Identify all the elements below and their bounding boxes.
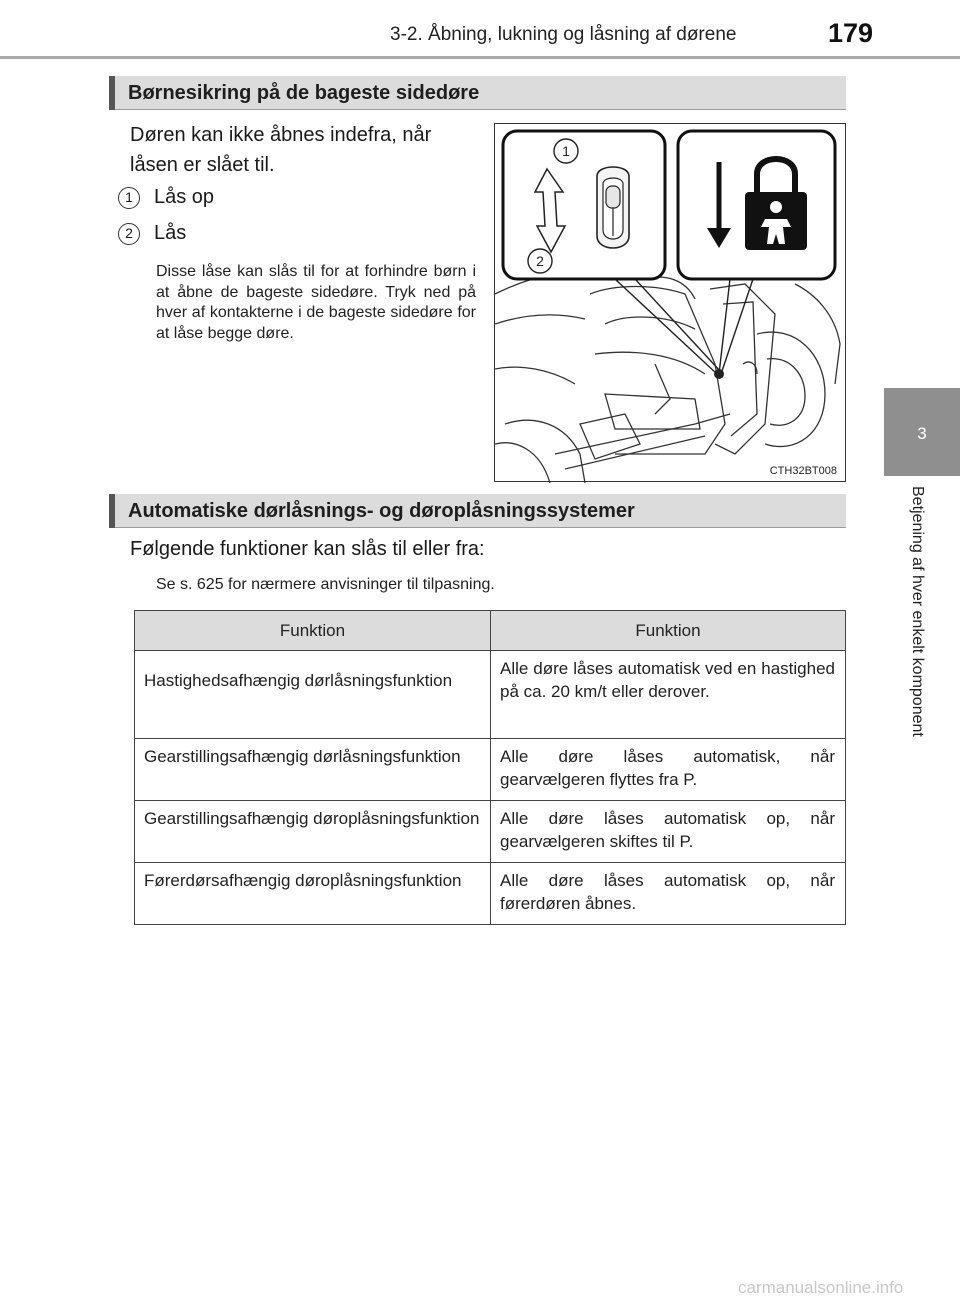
function-name: Hastighedsafhængig dørlåsningsfunktion: [135, 651, 491, 739]
item-label: Lås op: [154, 186, 215, 208]
child-lock-figure: [494, 123, 846, 482]
function-description: Alle døre låses automatisk op, når gearvælgeren skiftes til P.: [491, 801, 846, 863]
car-door-illustration: [495, 124, 847, 483]
chapter-number: 3: [917, 424, 927, 443]
header-section-title: 3-2. Åbning, lukning og låsning af dørene: [390, 24, 737, 45]
table-header: Funktion: [135, 611, 491, 651]
function-name: Gearstillingsafhængig døroplåsningsfunktion: [135, 801, 491, 863]
watermark: carmanualsonline.info: [738, 1278, 904, 1297]
table-row: [135, 651, 846, 739]
item-number: 2: [118, 223, 140, 245]
child-lock-note: Disse låse kan slås til for at forhindre børn i at åbne de bageste sidedøre. Tryk ned på hver af kontakterne i de bageste sidedøre for at låse begge døre.: [156, 263, 476, 342]
child-lock-description: Døren kan ikke åbnes indefra, når låsen er slået til.: [130, 124, 432, 176]
table-header-row: [135, 611, 846, 651]
function-table: [134, 610, 846, 925]
header-rule: [0, 56, 960, 59]
function-description: Alle døre låses automatisk, når gearvælgeren flyttes fra P.: [491, 739, 846, 801]
function-name: Gearstillingsafhængig dørlåsningsfunktion: [135, 739, 491, 801]
table-header: Funktion: [491, 611, 846, 651]
table-row: [135, 863, 846, 925]
list-item-unlock: [118, 186, 214, 209]
heading-bar: [109, 494, 115, 528]
section-heading-auto-lock: [109, 494, 846, 528]
table-row: [135, 801, 846, 863]
function-description: Alle døre låses automatisk ved en hastighed på ca. 20 km/t eller derover.: [491, 651, 846, 739]
function-name: Førerdørsafhængig døroplåsningsfunktion: [135, 863, 491, 925]
list-item-lock: [118, 222, 186, 245]
table-row: [135, 739, 846, 801]
item-label: Lås: [154, 222, 187, 244]
function-description: Alle døre låses automatisk op, når førerdøren åbnes.: [491, 863, 846, 925]
item-number: 1: [118, 187, 140, 209]
heading-bar: [109, 76, 115, 110]
figure-callout: 2: [536, 253, 544, 269]
section-heading-text: Børnesikring på de bageste sidedøre: [128, 82, 480, 104]
auto-lock-description: Følgende funktioner kan slås til eller fra:: [130, 538, 485, 560]
page-number: 179: [828, 18, 874, 48]
customization-note: Se s. 625 for nærmere anvisninger til tilpasning.: [156, 576, 495, 593]
section-heading-child-lock: [109, 76, 846, 110]
chapter-title: Betjening af hver enkelt komponent: [909, 486, 926, 737]
figure-callout: 1: [562, 143, 570, 159]
figure-code: CTH32BT008: [769, 465, 837, 477]
section-heading-text: Automatiske dørlåsnings- og døroplåsningssystemer: [128, 500, 635, 522]
